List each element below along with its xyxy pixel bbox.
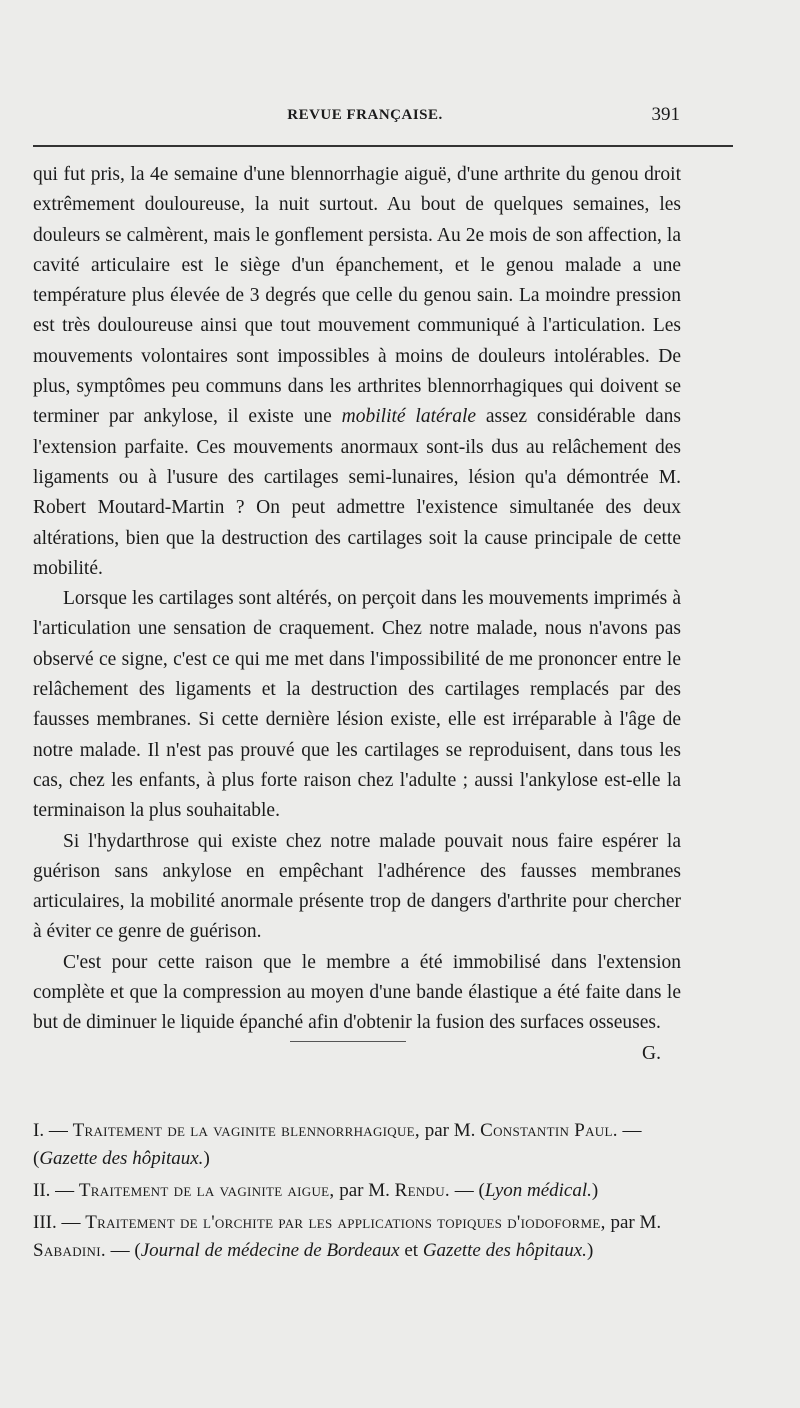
paragraph-1-text: qui fut pris, la 4e semaine d'une blennorrhagie aiguë, d'une arthrite du genou droit extrêmement douloureuse, la nuit surtout. Au bout de quelques semaines, les douleurs se calmèrent, mais le gonflement persista. Au 2e mois de son affection, la cavité articulaire est le siège d'un épanchement, et le genou malade a une température plus élevée de 3 degrés que celle du genou sain. La moindre pression est très douloureuse ainsi que tout mouvement communiqué à l'articulation. Les mouvements volontaires sont impossibles à moins de douleurs intolérables. De plus, symptômes peu communs dans les arthrites blennorrhagiques qui doivent se terminer par ankylose, il existe une	[33, 164, 681, 428]
reference-source: Gazette des hôpitaux.	[39, 1148, 204, 1169]
reference-title: Traitement de la vaginite aigue,	[78, 1180, 335, 1201]
reference-source-suffix: )	[591, 1180, 599, 1201]
paragraph-3: Si l'hydarthrose qui existe chez notre malade pouvait nous faire espérer la guérison sans ankylose en empêchant l'adhérence des fausses membranes articulaires, la mobilité anormale présente trop de dangers d'arthrite pour chercher à éviter ce genre de guérison.	[33, 830, 681, 943]
reference-source-conjunction: et	[404, 1240, 419, 1261]
reference-by: par M.	[610, 1212, 662, 1233]
paragraph-1	[33, 160, 681, 584]
paragraph-4-text: C'est pour cette raison que le membre a été immobilisé dans l'extension complète et que la compression au moyen d'une bande élastique a été faite dans le but de diminuer le liquide épanché afin d'obtenir la fusion des surfaces osseuses.	[33, 951, 681, 1034]
header-rule	[33, 145, 733, 147]
paragraph-1-end: assez considérable dans l'extension parfaite. Ces mouvements anormaux sont-ils dus au relâchement des ligaments ou à l'usure des cartilages semi-lunaires, lésion qu'a démontrée M. Robert Moutard-Martin ? On peut admettre l'existence simultanée des deux altérations, bien que la destruction des cartilages soit la cause principale de cette mobilité.	[33, 406, 682, 579]
reference-source: Lyon médical.	[484, 1180, 592, 1201]
reference-item-3	[33, 1209, 681, 1265]
paragraph-2: Lorsque les cartilages sont altérés, on perçoit dans les mouvements imprimés à l'articulation une sensation de craquement. Chez notre malade, nous n'avons pas observé ce signe, c'est ce qui me met dans l'impossibilité de me prononcer entre le relâchement des ligaments et la destruction des cartilages remplacés par des fausses membranes. Si cette dernière lésion existe, elle est irréparable à l'âge de notre malade. Il n'est pas prouvé que les cartilages se reproduisent, dans tous les cas, chez les enfants, à plus forte raison chez l'adulte ; aussi l'ankylose est-elle la terminaison la plus souhaitable.	[33, 588, 681, 822]
reference-source: Journal de médecine de Bordeaux	[140, 1240, 400, 1261]
reference-item-2	[33, 1177, 681, 1205]
reference-by: par M.	[339, 1180, 390, 1201]
page-number: 391	[651, 104, 680, 125]
reference-title: Traitement de l'orchite par les applications topiques d'iodoforme,	[85, 1212, 606, 1233]
reference-number: III. —	[33, 1212, 81, 1233]
reference-source-prefix: — (	[33, 1120, 642, 1169]
reference-number: I. —	[33, 1120, 68, 1141]
reference-source-suffix: )	[203, 1148, 210, 1169]
reference-source-suffix: )	[586, 1240, 594, 1261]
reference-author: Sabadini.	[33, 1240, 106, 1261]
paragraph-4	[33, 948, 681, 1064]
running-header: REVUE FRANÇAISE.	[287, 107, 443, 123]
reference-source-2: Gazette des hôpitaux.	[422, 1240, 587, 1261]
section-divider	[290, 1041, 406, 1042]
reference-list	[33, 1117, 681, 1269]
reference-author: Rendu.	[394, 1180, 450, 1201]
signature: G.	[642, 1042, 661, 1064]
reference-source-prefix: — (	[110, 1240, 141, 1261]
reference-number: II. —	[33, 1180, 75, 1201]
reference-source-prefix: — (	[454, 1180, 485, 1201]
reference-by: par M.	[424, 1120, 476, 1141]
emphasis-mobilite-laterale: mobilité latérale	[341, 406, 477, 428]
reference-item-1	[33, 1117, 681, 1173]
reference-title: Traitement de la vaginite blennorrhagique,	[72, 1120, 420, 1141]
reference-author: Constantin Paul.	[480, 1120, 618, 1141]
article-body	[33, 160, 681, 1069]
